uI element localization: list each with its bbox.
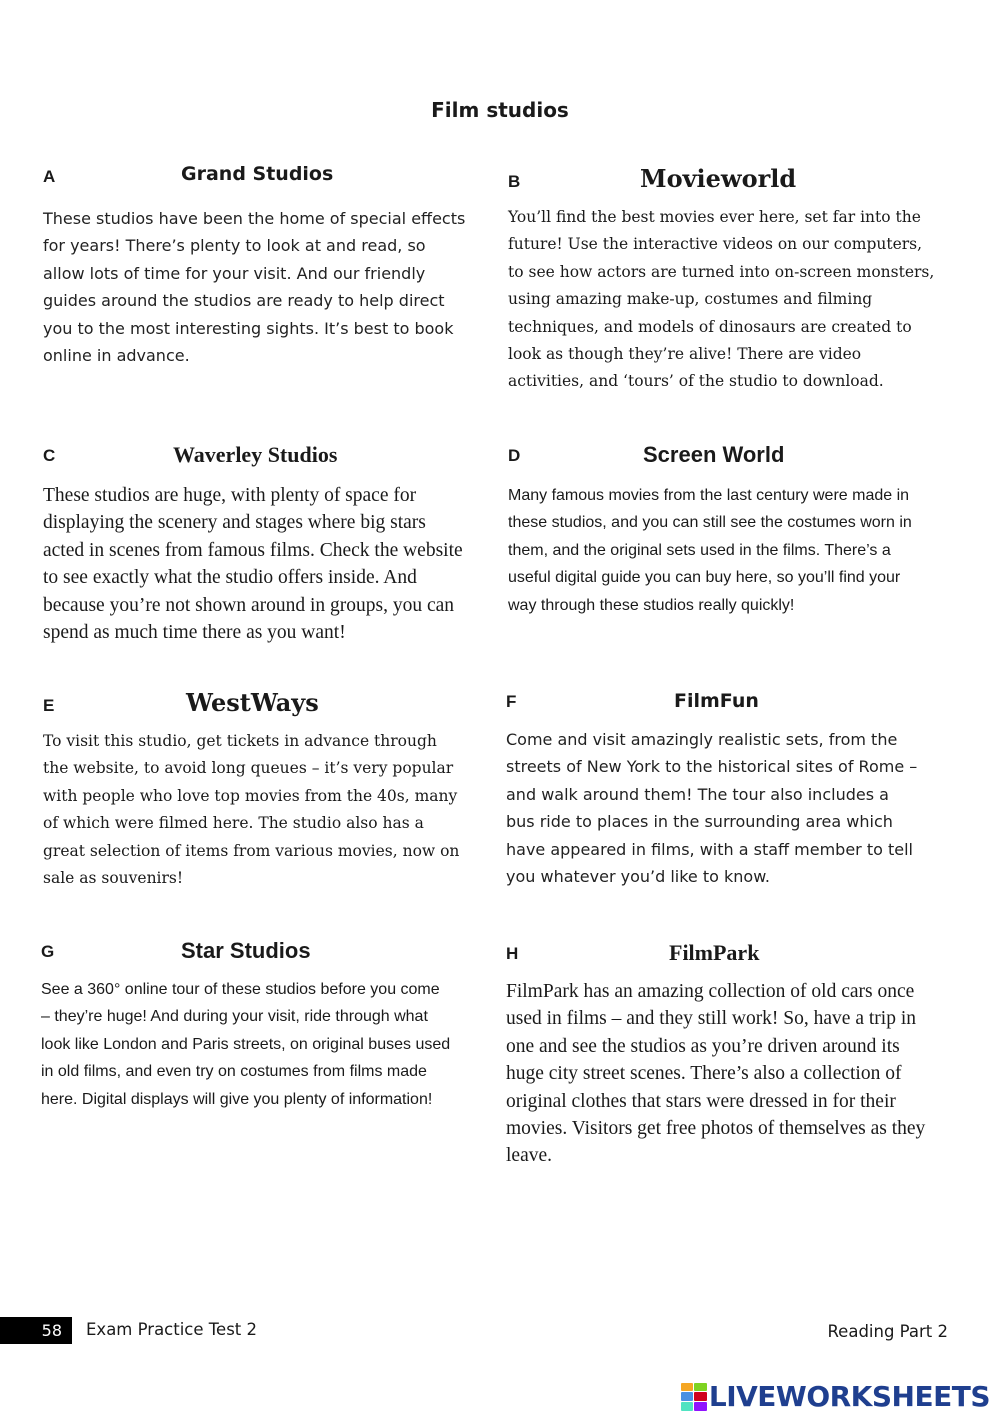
footer-test-title: Exam Practice Test 2 xyxy=(86,1320,258,1339)
card-a xyxy=(43,163,473,369)
footer-section: Reading Part 2 xyxy=(827,1322,948,1341)
page-number: 58 xyxy=(0,1317,72,1344)
card-b xyxy=(508,164,938,396)
brand-name: LIVEWORKSHEETS xyxy=(708,1380,990,1413)
card-letter: H xyxy=(506,944,519,963)
card-name: FilmFun xyxy=(674,690,759,712)
card-letter: G xyxy=(41,942,55,961)
card-name: Waverley Studios xyxy=(173,442,338,467)
card-name: Star Studios xyxy=(181,938,311,963)
card-letter: F xyxy=(506,692,517,711)
card-g xyxy=(41,938,471,1113)
card-name: WestWays xyxy=(186,688,319,717)
card-header xyxy=(43,163,473,197)
page-title: Film studios xyxy=(431,98,569,122)
card-h xyxy=(506,940,936,1170)
card-letter: E xyxy=(43,696,55,715)
card-text: Come and visit amazingly realistic sets, from the streets of New York to the historical sites of Rome – and walk around them! The tour also includes a bus ride to places in the surrounding area which have appeared in films, with a staff member to tell you whatever you’d like to know. xyxy=(506,730,918,887)
card-text: You’ll find the best movies ever here, set far into the future! Use the interactive videos on our computers, to see how actors are turned into on-screen monsters, using amazing make-up, costumes and filming techniques, and models of dinosaurs are created to look as though they’re alive! There are video activities, and ‘tours’ of the studio to download. xyxy=(508,208,935,391)
card-text: Many famous movies from the last century were made in these studios, and you can still see the costumes worn in them, and the original sets used in the films. There’s a useful digital guide you can buy here, so you’ll find your way through these studios really quickly! xyxy=(508,487,912,614)
card-header xyxy=(43,442,473,476)
card-text: These studios are huge, with plenty of space for displaying the scenery and stages where big stars acted in scenes from famous films. Check the website to see exactly what the studio offers inside. And because you’re not shown around in groups, you can spend as much time there as you want! xyxy=(43,485,463,644)
card-header xyxy=(508,442,938,476)
card-header xyxy=(506,690,936,724)
card-text: FilmPark has an amazing collection of old cars once used in films – and they still work! So, have a trip in one and see the studios as you’re driven around its huge city street scenes. There’s also a collection of original clothes that stars were dressed in for their movies. Visitors get free photos of themselves as they leave. xyxy=(506,981,926,1167)
card-text: To visit this studio, get tickets in advance through the website, to avoid long queues – it’s very popular with people who love top movies from the 40s, many of which were filmed here. The studio also has a great selection of items from various movies, now on sale as souvenirs! xyxy=(43,732,460,888)
card-f xyxy=(506,690,936,890)
card-header xyxy=(41,938,471,972)
card-text: See a 360° online tour of these studios before you come – they’re huge! And during your visit, ride through what look like London and Paris streets, on original buses used in old films, and even try on costumes from films made here. Digital displays will give you plenty of information! xyxy=(41,981,451,1108)
card-letter: D xyxy=(508,446,521,465)
card-name: Movieworld xyxy=(640,164,797,193)
card-name: FilmPark xyxy=(669,940,760,965)
brand-logo-icon xyxy=(681,1383,707,1411)
card-text: These studios have been the home of special effects for years! There’s plenty to look at and read, so allow lots of time for your visit. And our friendly guides around the studios are ready to help direct you to the most interesting sights. It’s best to book online in advance. xyxy=(43,209,466,366)
card-name: Screen World xyxy=(643,442,785,467)
card-e xyxy=(43,688,473,892)
card-letter: B xyxy=(508,172,521,191)
card-header xyxy=(508,164,938,198)
card-c xyxy=(43,442,473,646)
card-letter: A xyxy=(43,167,56,186)
card-header xyxy=(43,688,473,722)
brand-watermark[interactable] xyxy=(681,1380,990,1413)
card-header xyxy=(506,940,936,974)
card-d xyxy=(508,442,938,619)
card-name: Grand Studios xyxy=(181,163,334,185)
card-letter: C xyxy=(43,446,56,465)
